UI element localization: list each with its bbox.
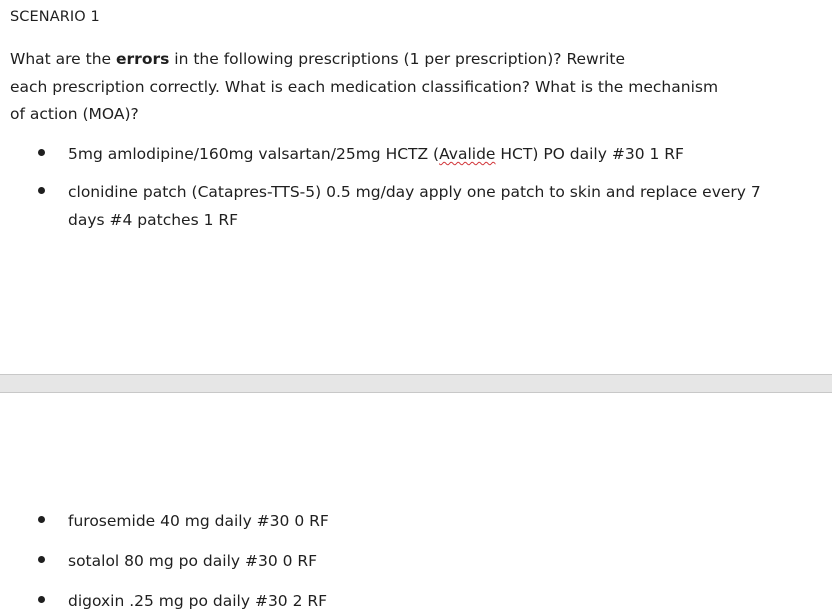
- prescription-text: furosemide 40 mg daily #30 0 RF: [68, 512, 329, 530]
- bullet-icon: [38, 556, 45, 563]
- prescription-text: clonidine patch (Catapres-TTS-5) 0.5 mg/day apply one patch to skin and replace every 7 days #4 patches 1 RF: [68, 183, 761, 229]
- prescription-text: 5mg amlodipine/160mg valsartan/25mg HCTZ (Avalide HCT) PO daily #30 1 RF: [68, 145, 684, 163]
- errors-bold: errors: [116, 50, 170, 68]
- bullet-icon: [38, 187, 45, 194]
- bullet-icon: [38, 149, 45, 156]
- question-paragraph: [10, 46, 750, 129]
- question-line-1: What are the errors in the following prescriptions (1 per prescription)? Rewrite: [10, 50, 626, 68]
- bullet-icon: [38, 596, 45, 603]
- page-break-gap: [0, 374, 832, 393]
- question-line-3: of action (MOA)?: [10, 105, 139, 123]
- prescription-text: sotalol 80 mg po daily #30 0 RF: [68, 552, 318, 570]
- spellcheck-flagged-word[interactable]: Avalide: [439, 145, 496, 163]
- prescription-text: digoxin .25 mg po daily #30 2 RF: [68, 592, 328, 610]
- document-page-2: [0, 393, 832, 616]
- bullet-icon: [38, 516, 45, 523]
- question-line-2: each prescription correctly. What is each medication classification? What is the mechanism: [10, 77, 719, 96]
- scenario-heading: SCENARIO 1: [10, 9, 100, 25]
